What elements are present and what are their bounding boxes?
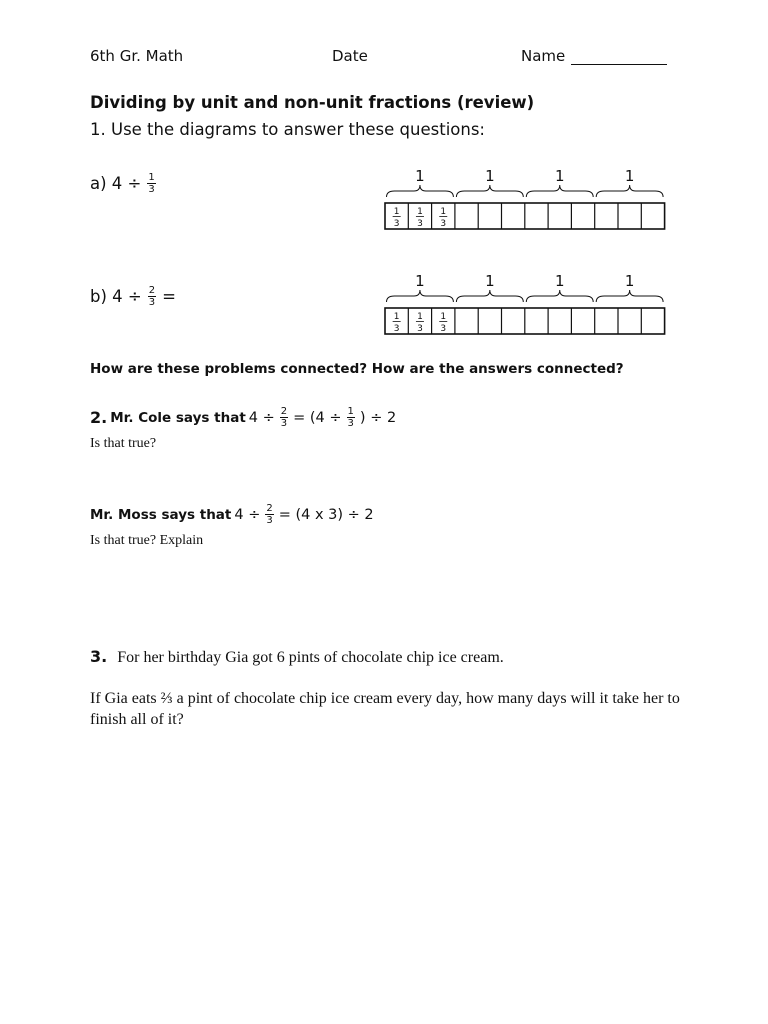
question-3-line-1 bbox=[90, 647, 504, 667]
mr-moss-statement bbox=[90, 503, 374, 526]
brace bbox=[526, 185, 593, 197]
name-label: Name bbox=[521, 47, 566, 65]
name-field bbox=[521, 47, 667, 65]
cell-fraction-denominator: 3 bbox=[440, 324, 447, 334]
question-1-instruction: 1. Use the diagrams to answer these questions: bbox=[90, 120, 485, 139]
whole-label: 1 bbox=[415, 167, 425, 185]
connection-question: How are these problems connected? How are the answers connected? bbox=[90, 361, 624, 377]
worksheet-title: Dividing by unit and non-unit fractions (review) bbox=[90, 93, 535, 112]
brace bbox=[456, 185, 523, 197]
cell-fraction-numerator: 1 bbox=[440, 312, 447, 322]
tape-diagram-b bbox=[380, 268, 670, 340]
mr-cole-lead: Mr. Cole says that bbox=[110, 409, 246, 426]
fraction-numerator: 1 bbox=[148, 172, 155, 183]
question-3-line-2: If Gia eats ⅔ a pint of chocolate chip ice cream every day, how many days will it take her to finish all of it? bbox=[90, 690, 680, 728]
brace bbox=[387, 185, 454, 197]
whole-label: 1 bbox=[554, 167, 565, 185]
mr-cole-expr-start: 4 ÷ bbox=[248, 409, 275, 426]
cell-fraction-denominator: 3 bbox=[393, 219, 400, 229]
mr-cole-expr-end: ) ÷ 2 bbox=[359, 409, 397, 426]
fraction-denominator: 3 bbox=[148, 184, 155, 195]
cell-fraction-numerator: 1 bbox=[393, 207, 400, 217]
brace bbox=[456, 290, 523, 302]
whole-label: 1 bbox=[554, 272, 565, 290]
fraction-denominator: 3 bbox=[148, 297, 156, 308]
fraction-denominator: 3 bbox=[280, 418, 288, 429]
problem-b bbox=[90, 285, 176, 308]
mr-moss-lead: Mr. Moss says that bbox=[90, 506, 232, 523]
question-3-number: 3. bbox=[90, 647, 108, 666]
cell-fraction-numerator: 1 bbox=[440, 207, 447, 217]
problem-a-label: a) 4 ÷ bbox=[90, 174, 142, 193]
fraction-numerator: 1 bbox=[347, 406, 354, 417]
mr-moss-expr-end: = (4 x 3) ÷ 2 bbox=[278, 506, 374, 523]
problem-b-fraction bbox=[148, 285, 156, 308]
whole-label: 1 bbox=[485, 272, 495, 290]
cell-fraction-denominator: 3 bbox=[417, 219, 423, 229]
fraction-denominator: 3 bbox=[266, 515, 273, 526]
cell-fraction-numerator: 1 bbox=[393, 312, 400, 322]
brace bbox=[526, 290, 593, 302]
problem-b-label: b) 4 ÷ bbox=[90, 287, 142, 306]
mr-cole-expr-mid: = (4 ÷ bbox=[293, 409, 342, 426]
whole-label: 1 bbox=[624, 272, 635, 290]
mr-cole-fraction bbox=[280, 406, 288, 429]
mr-cole-statement bbox=[90, 406, 396, 429]
fraction-numerator: 2 bbox=[266, 503, 273, 514]
whole-label: 1 bbox=[415, 272, 425, 290]
mr-cole-fraction-2 bbox=[347, 406, 355, 429]
cell-fraction-denominator: 3 bbox=[417, 324, 423, 334]
mr-cole-prompt: Is that true? bbox=[90, 436, 157, 451]
fraction-numerator: 2 bbox=[280, 406, 288, 417]
brace bbox=[387, 290, 454, 302]
cell-fraction-numerator: 1 bbox=[417, 312, 423, 322]
mr-moss-expr-start: 4 ÷ bbox=[234, 506, 261, 523]
name-blank-line[interactable] bbox=[571, 50, 667, 65]
problem-b-suffix: = bbox=[162, 287, 176, 306]
mr-moss-fraction bbox=[265, 503, 273, 526]
problem-a bbox=[90, 172, 162, 195]
whole-label: 1 bbox=[485, 167, 495, 185]
whole-label: 1 bbox=[624, 167, 635, 185]
brace bbox=[596, 290, 663, 302]
fraction-denominator: 3 bbox=[347, 418, 354, 429]
date-label: Date bbox=[332, 47, 368, 65]
brace bbox=[596, 185, 663, 197]
mr-moss-prompt: Is that true? Explain bbox=[90, 533, 204, 548]
question-2-number: 2. bbox=[90, 408, 108, 427]
tape-diagram-a bbox=[380, 163, 670, 235]
problem-a-fraction bbox=[147, 172, 155, 195]
cell-fraction-denominator: 3 bbox=[440, 219, 447, 229]
cell-fraction-denominator: 3 bbox=[393, 324, 400, 334]
question-3-text: For her birthday Gia got 6 pints of chocolate chip ice cream. bbox=[117, 649, 504, 666]
cell-fraction-numerator: 1 bbox=[417, 207, 423, 217]
fraction-numerator: 2 bbox=[148, 285, 156, 296]
course-label: 6th Gr. Math bbox=[90, 47, 184, 65]
